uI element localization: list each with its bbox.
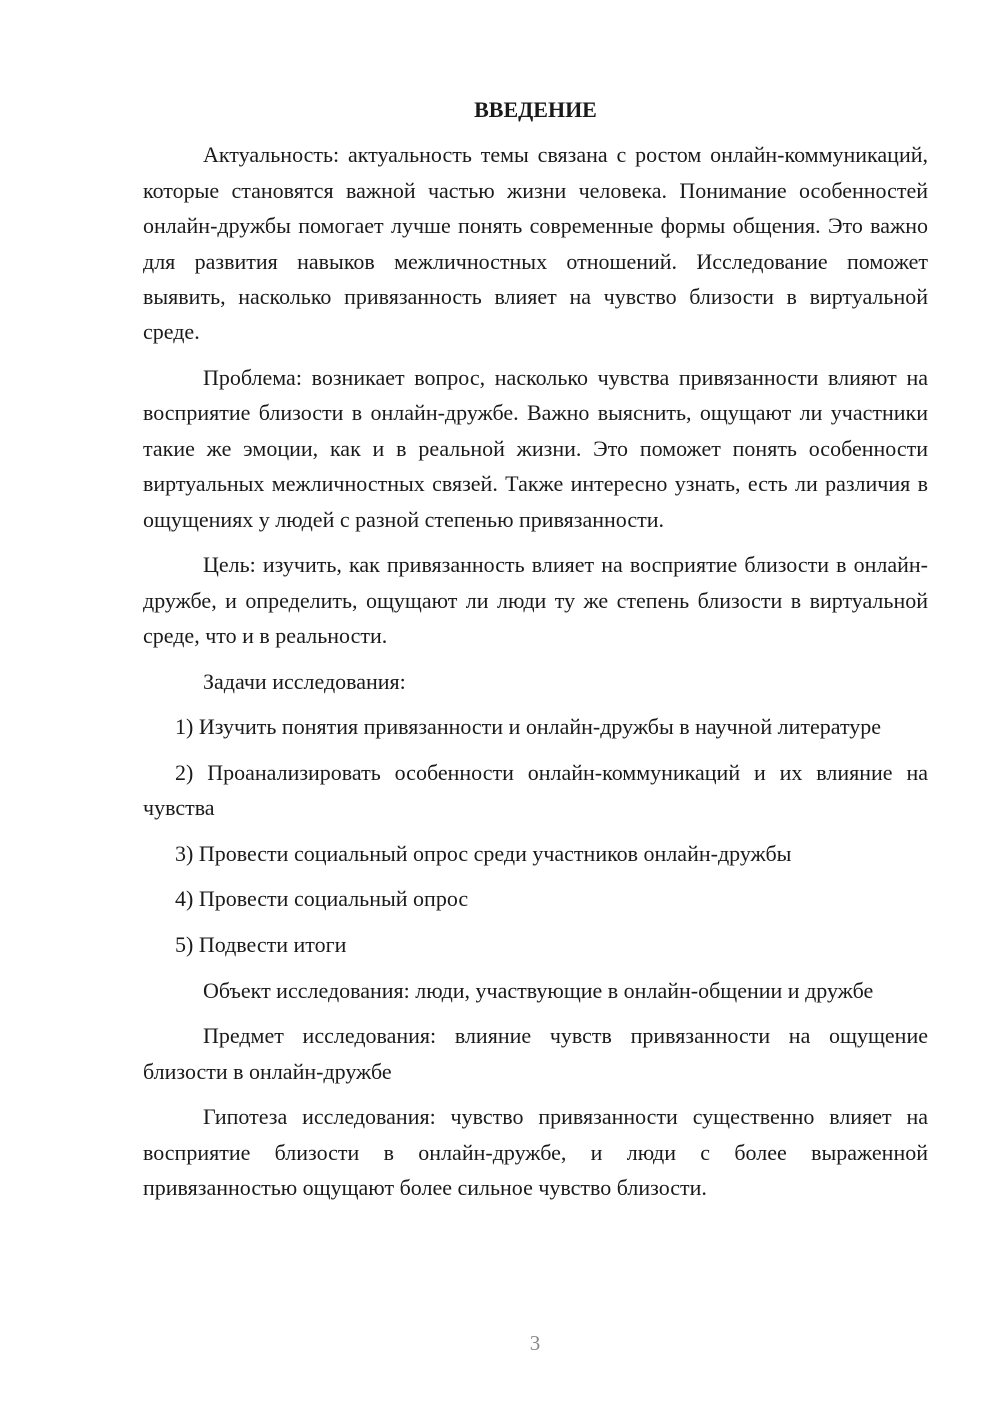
- tasks-heading: Задачи исследования:: [203, 668, 406, 694]
- task-item: 4) Провести социальный опрос: [175, 886, 469, 912]
- hypothesis-paragraph: Гипотеза исследования: чувство привязанности существенно влияет на восприятие близости в онлайн-дружбе, и люди с более выраженной привязанностью ощущают более сильное чувство близости.: [143, 1104, 928, 1201]
- object-paragraph: Объект исследования: люди, участвующие в онлайн-общении и дружбе: [203, 977, 874, 1003]
- document-title: ВВЕДЕНИЕ: [474, 97, 597, 122]
- relevance-paragraph: Актуальность: актуальность темы связана с ростом онлайн-коммуникаций, которые становятся важной частью жизни человека. Понимание особенностей онлайн-дружбы помогает лучше понять современные формы общения. Это важно для развития навыков межличностных отношений. Исследование поможет выявить, насколько привязанность влияет на чувство близости в виртуальной среде.: [143, 142, 928, 345]
- task-item: 2) Проанализировать особенности онлайн-коммуникаций и их влияние на чувства: [143, 759, 928, 821]
- task-item: 3) Провести социальный опрос среди участников онлайн-дружбы: [175, 840, 792, 866]
- subject-paragraph: Предмет исследования: влияние чувств привязанности на ощущение близости в онлайн-дружбе: [143, 1023, 928, 1084]
- document-body: [143, 92, 928, 1216]
- problem-paragraph: Проблема: возникает вопрос, насколько чувства привязанности влияют на восприятие близости в онлайн-дружбе. Важно выяснить, ощущают ли участники такие же эмоции, как и в реальной жизни. Это поможет понять особенности виртуальных межличностных связей. Также интересно узнать, есть ли различия в ощущениях у людей с разной степенью привязанности.: [143, 365, 928, 532]
- page-number: 3: [529, 1331, 541, 1355]
- goal-paragraph: Цель: изучить, как привязанность влияет на восприятие близости в онлайн-дружбе, и определить, ощущают ли люди ту же степень близости в виртуальной среде, что и в реальности.: [143, 552, 928, 649]
- task-item: 1) Изучить понятия привязанности и онлайн-дружбы в научной литературе: [175, 714, 882, 740]
- task-item: 5) Подвести итоги: [175, 932, 347, 958]
